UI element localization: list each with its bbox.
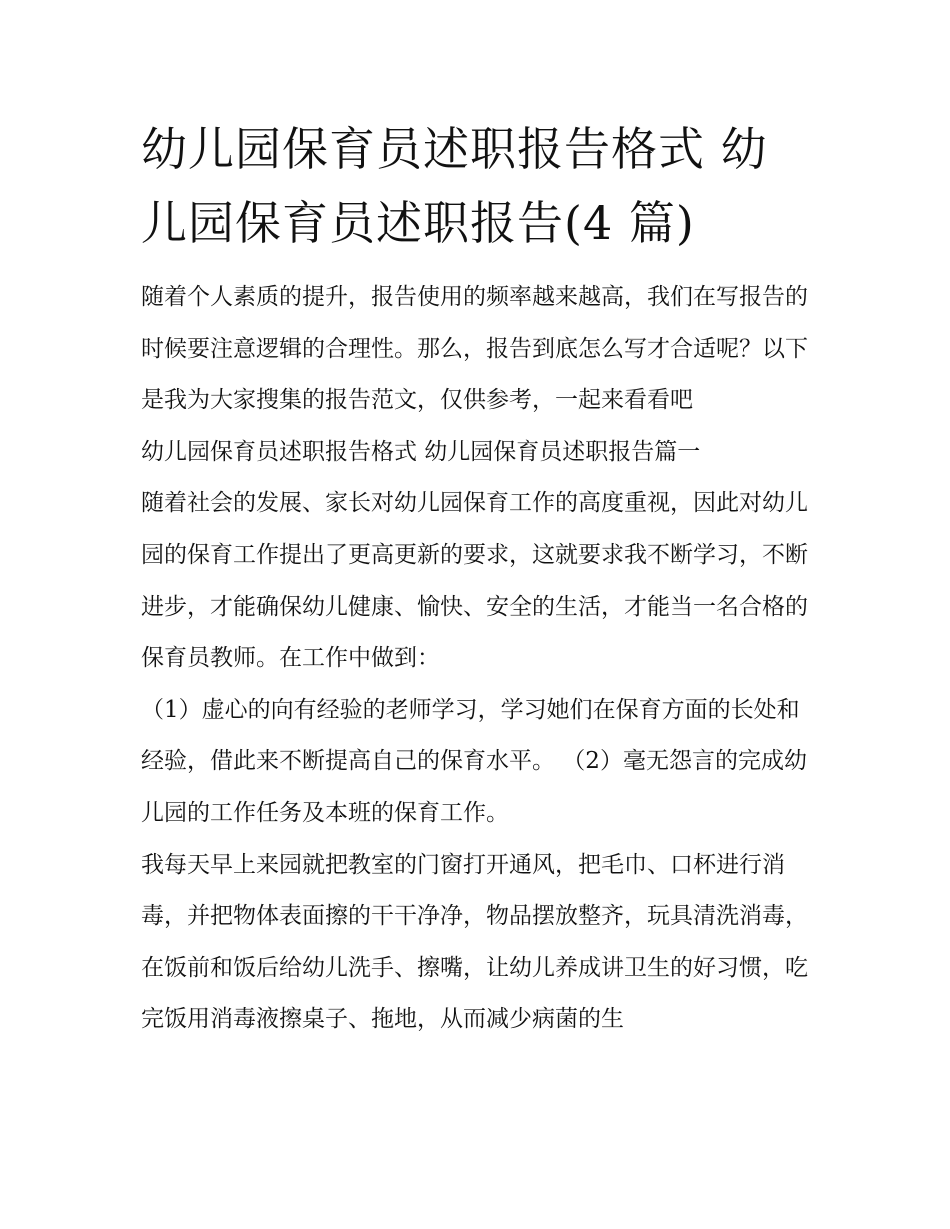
document-body	[141, 112, 813, 1046]
body-paragraph: 我每天早上来园就把教室的门窗打开通风，把毛巾、口杯进行消毒，并把物体表面擦的干干净净，物品摆放整齐，玩具清洗消毒，在饭前和饭后给幼儿洗手、擦嘴，让幼儿养成讲卫生的好习惯，吃完饭用消毒液擦桌子、拖地，从而减少病菌的生	[141, 851, 808, 1033]
intro-paragraph: 随着个人素质的提升，报告使用的频率越来越高，我们在写报告的时候要注意逻辑的合理性。那么，报告到底怎么写才合适呢？以下是我为大家搜集的报告范文，仅供参考，一起来看看吧	[141, 284, 808, 414]
body-paragraph: 随着社会的发展、家长对幼儿园保育工作的高度重视，因此对幼儿园的保育工作提出了更高更新的要求，这就要求我不断学习，不断进步，才能确保幼儿健康、愉快、安全的生活，才能当一名合格的保育员教师。在工作中做到：	[141, 490, 808, 672]
document-title: 幼儿园保育员述职报告格式 幼儿园保育员述职报告(4 篇)	[141, 122, 768, 250]
section-heading: 幼儿园保育员述职报告格式 幼儿园保育员述职报告篇一	[141, 438, 701, 465]
body-paragraph: （1）虚心的向有经验的老师学习，学习她们在保育方面的长处和经验，借此来不断提高自己的保育水平。 （2）毫无怨言的完成幼儿园的工作任务及本班的保育工作。	[141, 696, 807, 826]
